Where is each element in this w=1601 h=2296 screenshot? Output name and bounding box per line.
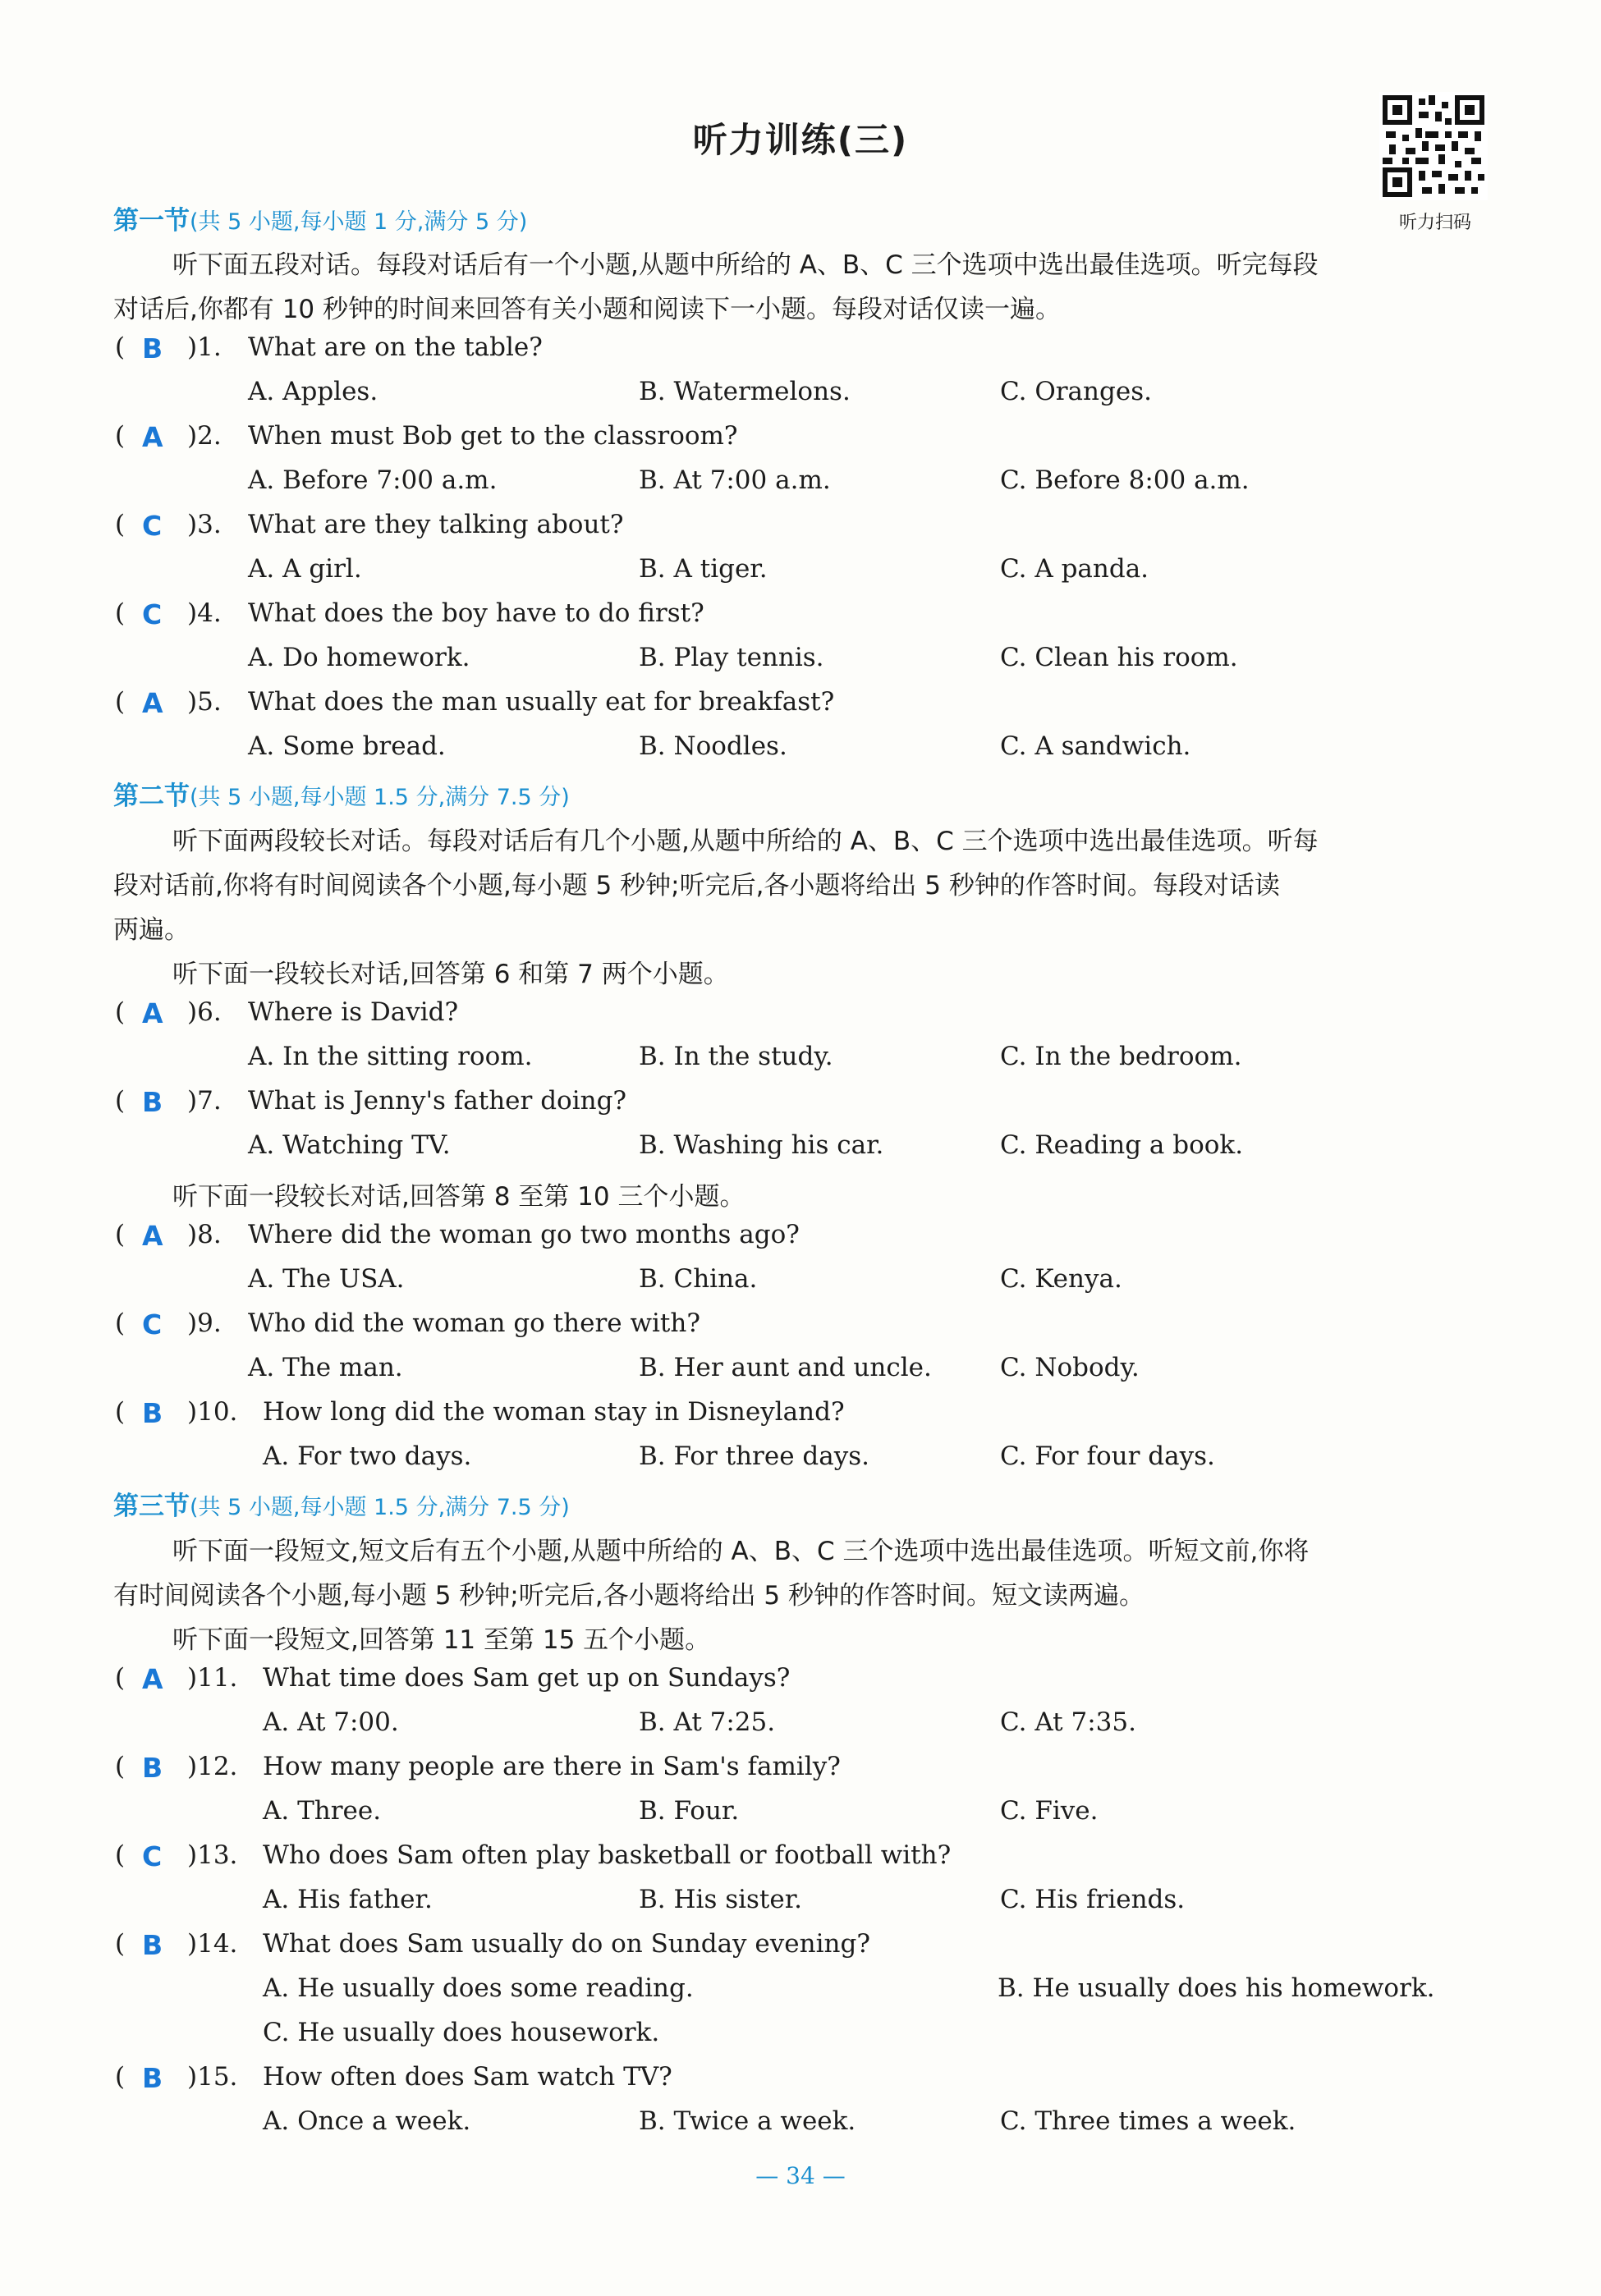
- question-8-text: Where did the woman go two months ago?: [248, 1220, 800, 1249]
- answer-8: A: [142, 1220, 163, 1252]
- question-10-text: How long did the woman stay in Disneyland?: [263, 1397, 845, 1427]
- q10-option-a: A. For two days.: [263, 1441, 472, 1471]
- answer-10: B: [142, 1397, 163, 1429]
- page-number: — 34 —: [755, 2162, 846, 2189]
- q9-option-a: A. The man.: [248, 1353, 403, 1382]
- q9-option-b: B. Her aunt and uncle.: [639, 1353, 932, 1382]
- q3-option-c: C. A panda.: [1000, 554, 1149, 584]
- q15-option-b: B. Twice a week.: [639, 2106, 856, 2136]
- q10-option-c: C. For four days.: [1000, 1441, 1215, 1471]
- q4-option-b: B. Play tennis.: [639, 643, 824, 672]
- q2-option-b: B. At 7:00 a.m.: [639, 465, 831, 495]
- section-2-intro-line-3: 两遍。: [113, 915, 190, 945]
- q11-option-b: B. At 7:25.: [639, 1707, 776, 1737]
- question-11-text: What time does Sam get up on Sundays?: [263, 1663, 791, 1693]
- answer-9: C: [142, 1308, 163, 1340]
- section-2-intro-line-2: 段对话前,你将有时间阅读各个小题,每小题 5 秒钟;听完后,各小题将给出 5 秒钟的作答时间。每段对话读: [113, 871, 1280, 901]
- q13-option-c: C. His friends.: [1000, 1885, 1186, 1914]
- section-3-intro-line-1: 听下面一段短文,短文后有五个小题,从题中所给的 A、B、C 三个选项中选出最佳选项。听短文前,你将: [172, 1537, 1310, 1566]
- q15-option-a: A. Once a week.: [263, 2106, 471, 2136]
- question-7-text: What is Jenny's father doing?: [248, 1086, 627, 1116]
- answer-15: B: [142, 2062, 163, 2094]
- section-1-sub: (共 5 小题,每小题 1 分,满分 5 分): [190, 209, 528, 235]
- question-14-text: What does Sam usually do on Sunday evening?: [263, 1929, 870, 1959]
- q15-option-c: C. Three times a week.: [1000, 2106, 1296, 2136]
- answer-5: A: [142, 687, 163, 719]
- q1-option-a: A. Apples.: [248, 377, 378, 406]
- q14-option-c: C. He usually does housework.: [263, 2018, 660, 2047]
- qr-caption: 听力扫码: [1398, 213, 1471, 233]
- q12-option-c: C. Five.: [1000, 1796, 1099, 1826]
- question-13-text: Who does Sam often play basketball or football with?: [263, 1840, 952, 1870]
- section-1-intro-line-1: 听下面五段对话。每段对话后有一个小题,从题中所给的 A、B、C 三个选项中选出最佳选项。听完每段: [172, 250, 1319, 280]
- section-2-instruction-2: 听下面一段较长对话,回答第 8 至第 10 三个小题。: [172, 1182, 745, 1212]
- q1-option-c: C. Oranges.: [1000, 377, 1152, 406]
- section-1-intro-line-2: 对话后,你都有 10 秒钟的时间来回答有关小题和阅读下一小题。每段对话仅读一遍。: [113, 295, 1062, 324]
- section-2-sub: (共 5 小题,每小题 1.5 分,满分 7.5 分): [190, 785, 570, 810]
- q4-option-a: A. Do homework.: [248, 643, 470, 672]
- question-4-text: What does the boy have to do first?: [248, 598, 704, 628]
- question-1-text: What are on the table?: [248, 332, 543, 362]
- answer-7: B: [142, 1086, 163, 1118]
- q6-option-a: A. In the sitting room.: [248, 1042, 533, 1071]
- section-2-instruction-1: 听下面一段较长对话,回答第 6 和第 7 两个小题。: [172, 960, 729, 989]
- section-2-intro-line-1: 听下面两段较长对话。每段对话后有几个小题,从题中所给的 A、B、C 三个选项中选出最佳选项。听每: [172, 827, 1319, 856]
- section-3-instruction-1: 听下面一段短文,回答第 11 至第 15 五个小题。: [172, 1625, 711, 1655]
- section-3-intro-line-2: 有时间阅读各个小题,每小题 5 秒钟;听完后,各小题将给出 5 秒钟的作答时间。短文读两遍。: [113, 1581, 1145, 1611]
- q12-option-b: B. Four.: [639, 1796, 740, 1826]
- q5-option-c: C. A sandwich.: [1000, 731, 1191, 761]
- question-6-text: Where is David?: [248, 997, 459, 1027]
- q12-option-a: A. Three.: [263, 1796, 382, 1826]
- q13-option-b: B. His sister.: [639, 1885, 803, 1914]
- answer-12: B: [142, 1752, 163, 1784]
- question-12-text: How many people are there in Sam's family?: [263, 1752, 841, 1781]
- q4-option-c: C. Clean his room.: [1000, 643, 1238, 672]
- q7-option-b: B. Washing his car.: [639, 1130, 884, 1160]
- question-5-text: What does the man usually eat for breakfast?: [248, 687, 835, 717]
- section-2-heading: 第二节(共 5 小题,每小题 1.5 分,满分 7.5 分): [113, 781, 570, 811]
- q13-option-a: A. His father.: [263, 1885, 433, 1914]
- question-9-text: Who did the woman go there with?: [248, 1308, 700, 1338]
- answer-13: C: [142, 1840, 163, 1872]
- q7-option-c: C. Reading a book.: [1000, 1130, 1244, 1160]
- q5-option-b: B. Noodles.: [639, 731, 787, 761]
- q8-option-c: C. Kenya.: [1000, 1264, 1122, 1294]
- answer-14: B: [142, 1929, 163, 1961]
- q3-option-a: A. A girl.: [248, 554, 362, 584]
- question-2-text: When must Bob get to the classroom?: [248, 421, 738, 451]
- answer-3: C: [142, 510, 163, 542]
- page-title: 听力训练(三): [692, 120, 909, 160]
- answer-6: A: [142, 997, 163, 1029]
- answer-1: B: [142, 332, 163, 364]
- q3-option-b: B. A tiger.: [639, 554, 768, 584]
- answer-11: A: [142, 1663, 163, 1695]
- q7-option-a: A. Watching TV.: [248, 1130, 451, 1160]
- qr-code-icon: [1379, 92, 1488, 200]
- section-3-heading: 第三节(共 5 小题,每小题 1.5 分,满分 7.5 分): [113, 1492, 570, 1521]
- q1-option-b: B. Watermelons.: [639, 377, 851, 406]
- q11-option-a: A. At 7:00.: [263, 1707, 399, 1737]
- question-15-text: How often does Sam watch TV?: [263, 2062, 672, 2092]
- section-1-heading: 第一节(共 5 小题,每小题 1 分,满分 5 分): [113, 206, 528, 236]
- q5-option-a: A. Some bread.: [248, 731, 446, 761]
- q9-option-c: C. Nobody.: [1000, 1353, 1140, 1382]
- answer-4: C: [142, 598, 163, 630]
- q14-option-b: B. He usually does his homework.: [998, 1973, 1435, 2003]
- q6-option-b: B. In the study.: [639, 1042, 833, 1071]
- q14-option-a: A. He usually does some reading.: [263, 1973, 694, 2003]
- q8-option-a: A. The USA.: [248, 1264, 405, 1294]
- q10-option-b: B. For three days.: [639, 1441, 870, 1471]
- q2-option-a: A. Before 7:00 a.m.: [248, 465, 498, 495]
- q2-option-c: C. Before 8:00 a.m.: [1000, 465, 1250, 495]
- section-3-sub: (共 5 小题,每小题 1.5 分,满分 7.5 分): [190, 1495, 570, 1520]
- answer-2: A: [142, 421, 163, 453]
- q11-option-c: C. At 7:35.: [1000, 1707, 1136, 1737]
- q6-option-c: C. In the bedroom.: [1000, 1042, 1242, 1071]
- question-3-text: What are they talking about?: [248, 510, 624, 539]
- q8-option-b: B. China.: [639, 1264, 758, 1294]
- worksheet-page: 听力训练(三) 听力扫码 第一节(共 5 小题,每小题 1 分,满分 5 分) 听下面五段对话。每段对话后有一个小题,从题中所给的 A、B、C 三个选项中选出最佳选项。听完每段 对话后,你都有 10 秒钟的时间来回答有关小题和阅读下一小题。每段对话仅读一遍。 第二节(共 5 小题,每小题 1.5 分,满分 7.5 分) 听下面两段较长对话。每段对话后有几个小题,从题中所给的 A、B、C 三个选项中选出最佳选项。听每 段对话前,你将有时间阅读各个小题,每小题 5 秒钟;听完后,各小题将给出 5 秒钟的作答时间。每段对话读 两遍。 听下面一段较长对话,回答第 6 和第 7 两个小题。 听下面一段较长对话,回答第 8 至第 10 三个小题。 第三节(共 5 小题,每小题 1.5 分,满分 7.5 分) 听下面一段短文,短文后有五个小题,从题中所给的 A、B、C 三个选项中选出最佳选项。听短文前,你将 有时间阅读各个小题,每小题 5 秒钟;听完后,各小题将给出 5 秒钟的作答时间。短文读两遍。 听下面一段短文,回答第 11 至第 15 五个小题。 ( B )1. What are on the table? A. Apples. B. Watermelons. C. Oranges. ( A )2. When must Bob get to the classroom? A. Before 7:00 a.m. B. At 7:00 a.m. C. Before 8:00 a.m. ( C )3. What are they talking about? A. A girl. B. A tiger. C. A panda. ( C )4. What does the boy have to do first? A. Do homework. B. Play tennis. C. Clean his room. ( A )5. What does the man usually eat for breakfast? A. Some bread. B. Noodles. C. A sandwich. ( A )6. Where is David? A. In the sitting room. B. In the study. C. In the bedroom. ( B )7. What is Jenny's father doing? A. Watching TV. B. Washing his car. C. Reading a book. ( A )8. Where did the woman go two months ago? A. The USA. B. China. C. Kenya. ( C )9. Who did the woman go there with? A. The man. B. Her aunt and uncle. C. Nobody. ( B )10. How long did the woman stay in Disneyland? A. For two days. B. For three days. C. For four days. ( A )11. What time does Sam get up on Sundays? A. At 7:00. B. At 7:25. C. At 7:35. ( B )12. How many people are there in Sam's family? A. Three. B. Four. C. Five. ( C )13. Who does Sam often play basketball or football with? A. His father. B. His sister. C. His friends. ( B )14. What does Sam usually do on Sunday evening? A. He usually does some reading. B. He usually does his homework. C. He usually does housework. ( B )15. How often does Sam watch TV? A. Once a week. B. Twice a week. C. Three times a week. — 34 —: [0, 0, 1601, 2296]
